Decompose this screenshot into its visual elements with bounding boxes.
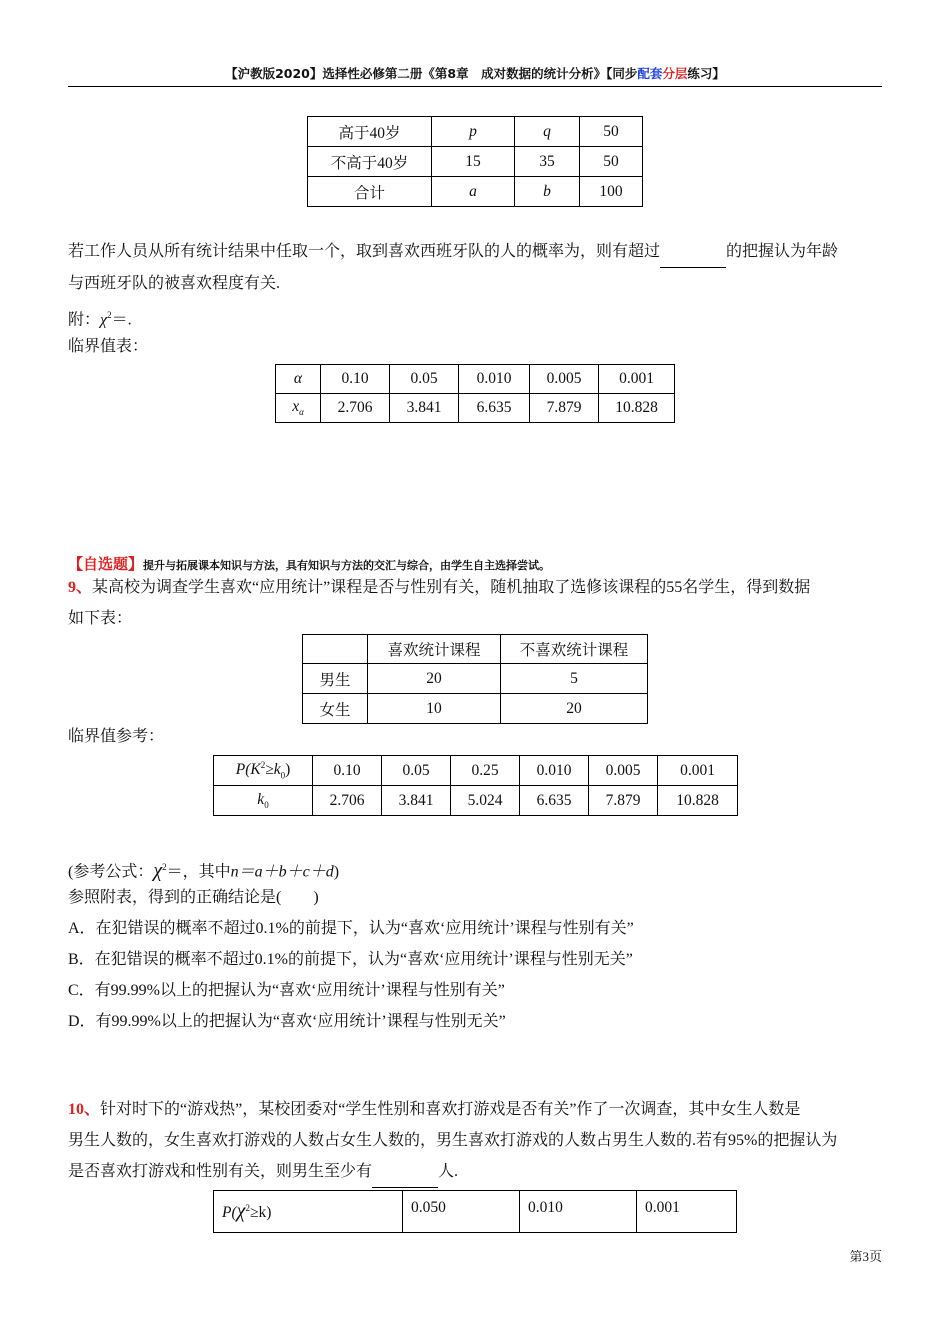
- cell: 不高于40岁: [308, 147, 432, 177]
- q9-question: 参照附表，得到的正确结论是( ): [68, 889, 319, 906]
- cell: 0.05: [390, 365, 459, 394]
- q8-text4: 与西班牙队的被喜欢程度有关: [68, 273, 277, 292]
- cell: 3.841: [382, 786, 451, 816]
- cell: 0.050: [403, 1191, 520, 1233]
- chi-symbol: χ: [153, 859, 163, 882]
- cell: 20: [501, 694, 648, 724]
- cell: 100: [580, 177, 643, 207]
- critical-table: [275, 364, 675, 423]
- q9-text1: 某高校为调查学生喜欢“应用统计”课程是否与性别有关，随机抽取了选修该课程的55名学生，得到数据: [92, 579, 811, 596]
- section-desc: 提升与拓展课本知识与方法，具有知识与方法的交汇与综合，由学生自主选择尝试。: [143, 559, 551, 572]
- q10-text3: 是否喜欢打游戏和性别有关，则男生至少有: [68, 1163, 373, 1180]
- q10-line3: [68, 1157, 458, 1188]
- page-number: 第3页: [849, 1249, 882, 1264]
- cell: 50: [580, 147, 643, 177]
- formula-vars: n＝a＋b＋c＋d: [230, 863, 334, 881]
- cell: 0.005: [530, 365, 599, 394]
- cell: 女生: [303, 694, 368, 724]
- q8-text3: 的把握认为年龄: [726, 241, 839, 260]
- cell: 35: [515, 147, 580, 177]
- q8-text: [68, 236, 898, 268]
- cell: 0.001: [637, 1191, 737, 1233]
- header-text: 【沪教版2020】选择性必修第二册《第8章 成对数据的统计分析》【同步: [225, 66, 638, 81]
- p-label: ≥k): [249, 1204, 272, 1221]
- answer-blank[interactable]: [660, 237, 726, 268]
- cell: a: [469, 182, 477, 200]
- cell: 15: [432, 147, 515, 177]
- cell: 0.010: [520, 756, 589, 786]
- cell: 10.828: [599, 394, 675, 423]
- option-a[interactable]: A．在犯错误的概率不超过0.1%的前提下，认为“喜欢‘应用统计’课程与性别有关”: [68, 920, 634, 937]
- question-number: 10、: [68, 1101, 101, 1118]
- cell: 0.010: [459, 365, 530, 394]
- q9-text2: 如下表：: [68, 610, 133, 627]
- critical-label: 临界值参考：: [68, 728, 165, 745]
- cell: 20: [368, 664, 501, 694]
- cell: 0.10: [321, 365, 390, 394]
- q10-text1: 针对时下的“游戏热”，某校团委对“学生性别和喜欢打游戏是否有关”作了一次调查，其中女生人数是: [100, 1101, 801, 1118]
- p-table: [213, 1190, 737, 1233]
- cell: [303, 635, 368, 664]
- cell: 6.635: [459, 394, 530, 423]
- k-label: k: [257, 790, 265, 808]
- cell: b: [543, 182, 551, 200]
- p-label: P(K: [235, 761, 261, 779]
- critical-label: 临界值表：: [68, 338, 149, 355]
- q10-text4: 人.: [438, 1163, 459, 1180]
- appendix: [68, 300, 132, 335]
- age-table: [307, 116, 643, 207]
- question-number: 9、: [68, 579, 93, 596]
- q8-text1: 若工作人员从所有统计结果中任取一个，取到喜欢西班牙队的人的概率为，: [68, 243, 597, 260]
- cell: 7.879: [530, 394, 599, 423]
- sup: 2: [260, 760, 266, 771]
- cell: 7.879: [589, 786, 658, 816]
- option-b[interactable]: B．在犯错误的概率不超过0.1%的前提下，认为“喜欢‘应用统计’课程与性别无关”: [68, 951, 633, 968]
- sup: 2: [107, 310, 112, 320]
- gender-table: [302, 634, 648, 724]
- q10-line1: [68, 1095, 898, 1125]
- cell: 0.05: [382, 756, 451, 786]
- x-label: x: [292, 398, 300, 416]
- cell: p: [469, 122, 477, 140]
- p-label: ≥k: [265, 761, 281, 779]
- cell: 2.706: [321, 394, 390, 423]
- cell: 0.005: [589, 756, 658, 786]
- cell: 0.001: [599, 365, 675, 394]
- formula-text: ): [333, 863, 340, 881]
- section-title: 【自选题】: [68, 555, 144, 573]
- header-end: 练习】: [687, 66, 725, 81]
- appendix-label: 附：: [68, 311, 101, 329]
- sub: α: [299, 407, 304, 418]
- cell: 10: [368, 694, 501, 724]
- cell: 0.25: [451, 756, 520, 786]
- option-c[interactable]: C．有99.99%以上的把握认为“喜欢‘应用统计’课程与性别有关”: [68, 982, 505, 999]
- chi-symbol: χ: [100, 311, 108, 329]
- cell: 喜欢统计课程: [368, 635, 501, 664]
- p-label: ): [285, 761, 291, 779]
- cell: 合计: [308, 177, 432, 207]
- alpha-label: α: [293, 370, 303, 387]
- q9-line1: [68, 573, 898, 603]
- cell: 0.010: [520, 1191, 637, 1233]
- k-table: [213, 755, 738, 816]
- cell: q: [543, 122, 551, 140]
- cell: 50: [580, 117, 643, 147]
- sub: 0: [264, 800, 269, 811]
- q10-text2: 男生人数的，女生喜欢打游戏的人数占女生人数的，男生喜欢打游戏的人数占男生人数的.若有95%的把握认为: [68, 1132, 838, 1149]
- cell: 0.001: [658, 756, 738, 786]
- cell: 男生: [303, 664, 368, 694]
- cell: 6.635: [520, 786, 589, 816]
- cell: 2.706: [313, 786, 382, 816]
- q8-text2: 则有超过: [596, 241, 661, 260]
- cell: 10.828: [658, 786, 738, 816]
- page-header: [68, 64, 882, 87]
- sub: 0: [280, 770, 286, 781]
- sup: 2: [162, 862, 167, 872]
- q8-text5: .: [276, 275, 281, 292]
- p-label: P(: [222, 1204, 237, 1221]
- formula-text: (参考公式：: [68, 863, 154, 881]
- formula-text: ＝，其中: [166, 863, 231, 881]
- cell: 0.10: [313, 756, 382, 786]
- header-red: 分层: [662, 66, 688, 81]
- eq: ＝.: [111, 311, 132, 329]
- cell: 不喜欢统计课程: [501, 635, 648, 664]
- option-d[interactable]: D．有99.99%以上的把握认为“喜欢‘应用统计’课程与性别无关”: [68, 1013, 506, 1030]
- header-blue: 配套: [637, 66, 663, 81]
- cell: 高于40岁: [308, 117, 432, 147]
- answer-blank[interactable]: [372, 1157, 438, 1188]
- chi-symbol: χ: [236, 1200, 246, 1222]
- cell: 5.024: [451, 786, 520, 816]
- q8-text-line2: [68, 268, 280, 299]
- sup: 2: [245, 1202, 250, 1213]
- cell: 5: [501, 664, 648, 694]
- cell: 3.841: [390, 394, 459, 423]
